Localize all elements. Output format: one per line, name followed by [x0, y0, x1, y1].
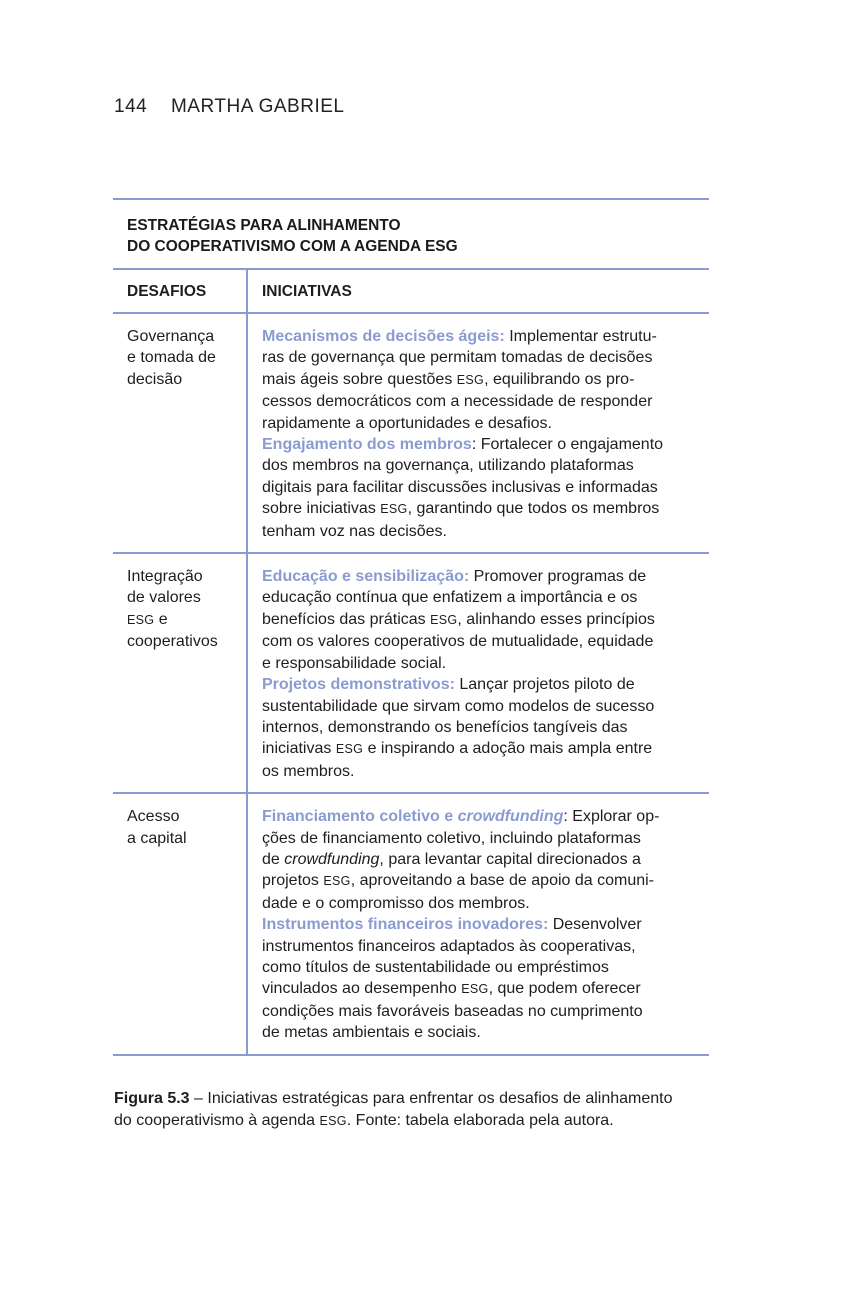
figure-label: Figura 5.3: [114, 1090, 190, 1107]
initiative-line: os membros.: [262, 762, 355, 780]
initiative-line: ras de governança que permitam tomadas de decisões: [262, 349, 653, 367]
initiative-lead: [262, 808, 563, 825]
initiative-line: instrumentos financeiros adaptados às cooperativas,: [262, 937, 636, 955]
initiative-text: mais ágeis sobre questões: [262, 370, 457, 388]
initiative-line: educação contínua que enfatizem a importância e os: [262, 589, 638, 607]
initiative-text: e inspirando a adoção mais ampla entre: [363, 740, 653, 758]
initiative-line: [262, 870, 701, 892]
initiative-lead: Mecanismos de decisões ágeis:: [262, 328, 505, 345]
initiative-line: ções de financiamento coletivo, incluindo plataformas: [262, 829, 641, 847]
running-header: [114, 96, 344, 118]
caption-text: . Fonte: tabela elaborada pela autora.: [346, 1112, 614, 1129]
esg-acronym: ESG: [456, 372, 485, 387]
initiative-text: : Explorar op-: [563, 808, 660, 826]
esg-acronym: ESG: [323, 874, 351, 889]
initiative-line: tenham voz nas decisões.: [262, 522, 447, 540]
initiative-lead-text: Financiamento coletivo e: [262, 808, 458, 826]
caption-line: [114, 1088, 714, 1110]
challenge-line: cooperativos: [127, 633, 218, 651]
initiative-line: com os valores cooperativos de mutualidade, equidade: [262, 633, 654, 651]
strategy-table: [113, 198, 709, 1056]
initiative-line: e responsabilidade social.: [262, 654, 447, 672]
figure-caption: [114, 1088, 714, 1132]
table-header-row: [113, 270, 709, 312]
table-title-line-1: ESTRATÉGIAS PARA ALINHAMENTO: [127, 217, 401, 234]
initiative-line: de metas ambientais e sociais.: [262, 1024, 481, 1042]
initiative-line: como títulos de sustentabilidade ou empréstimos: [262, 958, 609, 976]
initiative-text: , garantindo que todos os membros: [407, 500, 660, 518]
initiative-text: , alinhando esses princípios: [457, 610, 655, 628]
initiative-text: sobre iniciativas: [262, 500, 381, 518]
initiative-text: , aproveitando a base de apoio da comuni-: [350, 872, 655, 890]
initiative-line: dos membros na governança, utilizando plataformas: [262, 457, 634, 475]
challenge-line: decisão: [127, 370, 183, 388]
initiative-line: cessos democráticos com a necessidade de responder: [262, 393, 653, 411]
esg-acronym: ESG: [380, 502, 408, 517]
table-row: [113, 314, 709, 552]
initiative-line: [262, 434, 701, 455]
initiative-text: Desenvolver: [548, 916, 642, 934]
initiative-line: [262, 566, 701, 587]
initiative-line: [262, 609, 701, 631]
initiative-lead: Instrumentos financeiros inovadores:: [262, 916, 549, 934]
esg-acronym: ESG: [127, 612, 155, 627]
challenge-cell: [113, 794, 248, 1053]
initiative-text: , que podem oferecer: [488, 980, 641, 998]
initiatives-cell: [248, 794, 709, 1053]
initiative-line: [262, 978, 701, 1000]
initiative-text: vinculados ao desempenho: [262, 980, 462, 998]
initiative-line: [262, 738, 701, 760]
challenge-line: a capital: [127, 829, 187, 847]
initiative-line: condições mais favoráveis baseadas no cumprimento: [262, 1002, 643, 1020]
esg-acronym: ESG: [430, 612, 458, 627]
challenge-line: Acesso: [127, 808, 180, 826]
initiative-text: projetos: [262, 872, 324, 890]
initiative-emphasis: crowdfunding: [284, 850, 380, 868]
initiative-text: de: [262, 850, 285, 868]
initiative-line: [262, 326, 701, 347]
challenge-line: de valores: [127, 589, 201, 607]
column-header-initiatives: INICIATIVAS: [262, 283, 352, 300]
initiative-line: [262, 914, 701, 935]
initiative-text: Lançar projetos piloto de: [454, 676, 635, 694]
table-row: [113, 794, 709, 1053]
initiative-line: digitais para facilitar discussões inclusivas e informadas: [262, 478, 658, 496]
column-header-challenges: DESAFIOS: [113, 270, 248, 312]
table-title-line-2: DO COOPERATIVISMO COM A AGENDA ESG: [127, 238, 458, 255]
initiative-text: iniciativas: [262, 740, 336, 758]
challenge-cell: [113, 554, 248, 792]
initiative-text: , para levantar capital direcionados a: [379, 850, 641, 868]
challenge-cell: [113, 314, 248, 552]
table-title: [113, 200, 709, 268]
table-bottom-rule: [113, 1054, 709, 1056]
caption-text: do cooperativismo à agenda: [114, 1112, 320, 1129]
initiative-line: dade e o compromisso dos membros.: [262, 894, 530, 912]
initiative-text: : Fortalecer o engajamento: [471, 436, 664, 454]
initiative-lead-emphasis: crowdfunding: [457, 808, 564, 826]
initiatives-cell: [248, 314, 709, 552]
initiative-line: internos, demonstrando os benefícios tangíveis das: [262, 718, 628, 736]
initiative-lead: Projetos demonstrativos:: [262, 676, 455, 694]
challenge-line: Integração: [127, 568, 203, 586]
esg-acronym: ESG: [319, 1114, 347, 1128]
initiative-text: , equilibrando os pro-: [484, 370, 635, 388]
initiative-text: Promover programas de: [469, 568, 647, 586]
caption-line: [114, 1110, 714, 1132]
author-name: MARTHA GABRIEL: [170, 96, 345, 117]
initiatives-cell: [248, 554, 709, 792]
initiative-lead: Educação e sensibilização:: [262, 568, 470, 586]
initiative-text: benefícios das práticas: [262, 610, 431, 628]
challenge-line: [127, 609, 246, 631]
initiative-line: [262, 369, 701, 391]
initiative-line: [262, 849, 701, 870]
initiative-line: rapidamente a oportunidades e desafios.: [262, 414, 552, 432]
esg-acronym: ESG: [461, 982, 489, 997]
challenge-line: e tomada de: [127, 349, 216, 367]
initiative-line: sustentabilidade que sirvam como modelos de sucesso: [262, 697, 655, 715]
caption-text: – Iniciativas estratégicas para enfrentar os desafios de alinhamento: [189, 1090, 673, 1107]
table-row: [113, 554, 709, 792]
initiative-line: [262, 674, 701, 695]
esg-acronym: ESG: [335, 742, 364, 757]
page-number: 144: [114, 96, 148, 117]
challenge-text: e: [158, 610, 168, 628]
challenge-line: Governança: [127, 328, 215, 345]
initiative-line: [262, 806, 701, 827]
initiative-lead: Engajamento dos membros: [262, 436, 472, 454]
initiative-text: Implementar estrutu-: [504, 328, 657, 345]
initiative-line: [262, 498, 701, 520]
